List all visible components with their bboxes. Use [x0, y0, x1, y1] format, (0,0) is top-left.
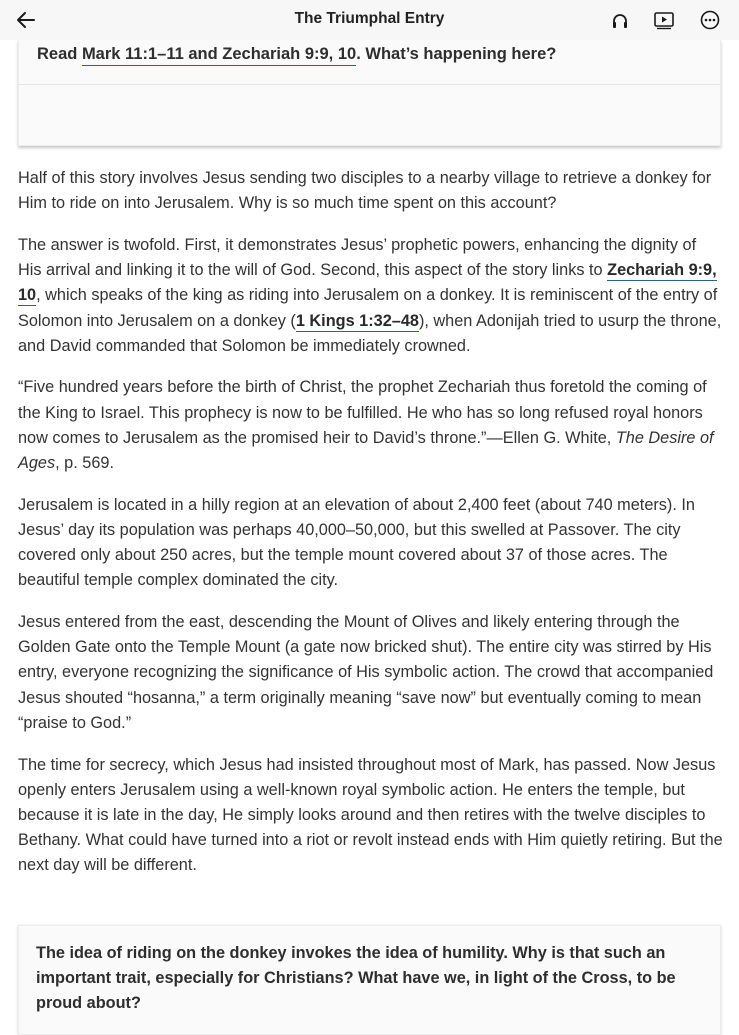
question-prefix: Read — [37, 45, 82, 63]
scripture-link-zechariah-2[interactable]: Zechariah 9:9, 10 — [18, 261, 717, 305]
question-suffix: . What’s happening here? — [356, 45, 557, 63]
paragraph-text: , which speaks of the king as riding into Jerusalem on a donkey. It is reminiscent of the entry of Solomon into Jerusalem on a donkey ( — [18, 286, 718, 330]
audio-button[interactable] — [608, 8, 632, 32]
paragraph-text: “Five hundred years before the birth of Christ, the prophet Zechariah thus foretold the coming of the King to Israel. This prophecy is now to be fulfilled. He who has so long refused royal honors now comes to Jerusalem as the promised heir to David’s throne.”—Ellen G. White, — [18, 378, 707, 447]
paragraph: The time for secrecy, which Jesus had insisted throughout most of Mark, has passed. Now Jesus openly enters Jerusalem using a well-known royal symbolic action. He enters the temple, but because it is late in the day, He simply looks around and then retires with the twelve disciples to Bethany. What could have turned into a riot or revolt instead ends with Him quietly retiring. But the next day will be different. — [18, 755, 723, 875]
page-title: The Triumphal Entry — [294, 10, 445, 27]
more-options-icon — [699, 9, 721, 31]
question-prompt — [37, 43, 556, 65]
question-card — [18, 40, 721, 146]
paragraph-text: The answer is twofold. First, it demonstrates Jesus’ prophetic powers, enhancing the dignity of His arrival and linking it to the will of God. Second, this aspect of the story links to — [18, 235, 697, 280]
scripture-link-mark[interactable]: Mark 11:1–11 — [82, 45, 184, 66]
paragraph: Jesus entered from the east, descending the Mount of Olives and likely entering through the Golden Gate onto the Temple Mount (a gate now bricked shut). The entire city was stirred by His entry, everyone recognizing the significance of His symbolic action. The crowd that accompanied Jesus shouted “hosanna,” a term originally meaning “save now” but eventually coming to mean “praise to God.” — [18, 613, 714, 732]
lesson-body — [18, 166, 724, 895]
scripture-link-joiner: and — [184, 45, 223, 66]
paragraph — [18, 375, 724, 476]
question-card-2 — [18, 925, 721, 1035]
headphones-icon — [610, 10, 630, 30]
answer-input[interactable] — [19, 84, 720, 145]
paragraph-text: , p. 569. — [55, 454, 114, 473]
more-button[interactable] — [698, 8, 722, 32]
play-video-icon — [653, 10, 675, 30]
top-bar — [0, 0, 739, 40]
paragraph-text: ), when Adonijah tried to usurp the throne, and David commanded that Solomon be immediately crowned. — [18, 311, 722, 355]
paragraph: Jerusalem is located in a hilly region at an elevation of about 2,400 feet (about 740 meters). In Jesus’ day its population was perhaps 40,000–50,000, but this swelled at Passover. The city covered only about 250 acres, but the temple mount covered about 37 of those acres. The beautiful temple complex dominated the city. — [18, 495, 695, 590]
video-button[interactable] — [652, 8, 676, 32]
paragraph: Half of this story involves Jesus sending two disciples to a nearby village to retrieve a donkey for Him to ride on into Jerusalem. Why is so much time spent on this account? — [18, 169, 712, 213]
scripture-link-zechariah[interactable]: Zechariah 9:9, 10 — [222, 45, 356, 66]
paragraph — [18, 233, 724, 359]
question-prompt-2: The idea of riding on the donkey invokes the idea of humility. Why is that such an important trait, especially for Christians? What have we, in light of the Cross, to be proud about? — [36, 944, 676, 1013]
scripture-link-1-kings[interactable]: 1 Kings 1:32–48 — [295, 311, 419, 330]
book-title: The Desire of Ages — [18, 428, 714, 473]
